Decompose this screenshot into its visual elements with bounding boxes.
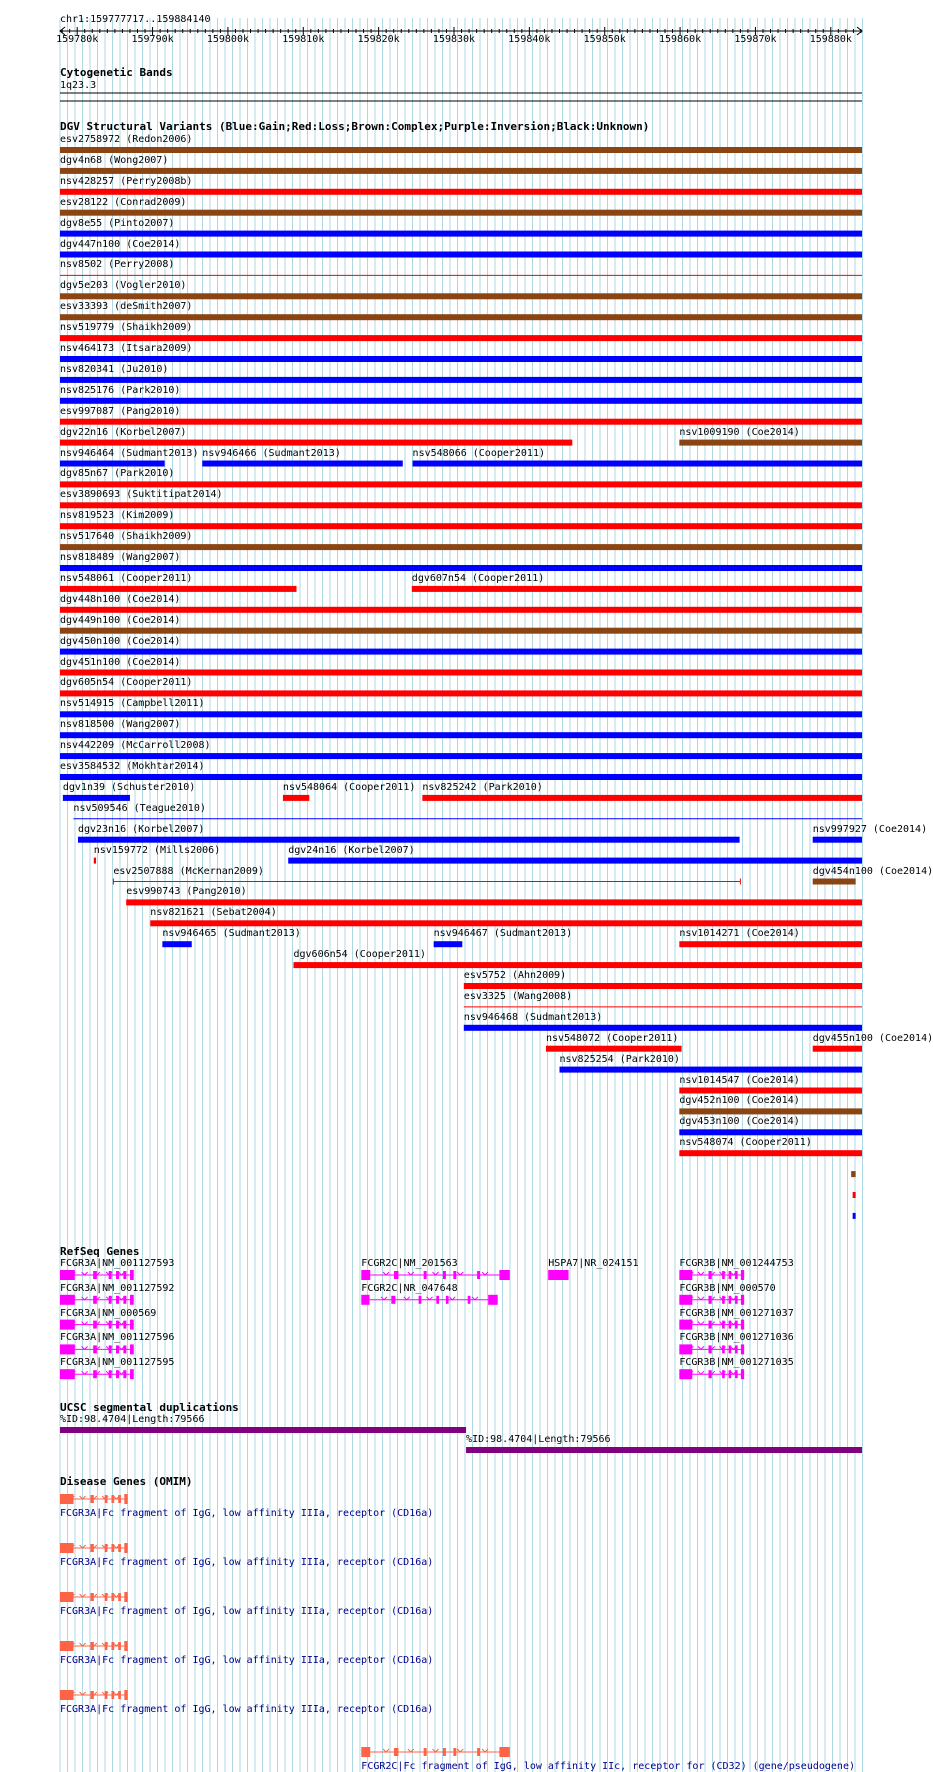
variant-label: nsv1009190 (Coe2014) [679, 426, 800, 438]
variant-label: dgv1n39 (Schuster2010) [62, 781, 196, 793]
gene-label: FCGR3B|NM_001271035 [679, 1357, 794, 1369]
variant-label: esv3584532 (Mokhtar2014) [60, 761, 205, 772]
omim-gene-exon [477, 1748, 480, 1756]
gene-label: FCGR2C|NM_201563 [361, 1258, 458, 1269]
gene-exon [130, 1270, 134, 1280]
omim-gene-exon [499, 1747, 509, 1757]
variant-label: dgv8e55 (Pinto2007) [60, 217, 175, 229]
ruler-tick-label: 159800k [206, 34, 249, 45]
variant-bar [60, 189, 862, 195]
variant-label: nsv946465 (Sudmant2013) [162, 928, 301, 940]
gene-exon [443, 1271, 446, 1279]
variant-bar [60, 607, 862, 613]
variant-bar [813, 837, 862, 843]
variant-bar [560, 1067, 862, 1073]
variant-label: esv5752 (Ahn2009) [463, 970, 567, 981]
gene-exon [391, 1296, 395, 1304]
variant-bar [60, 502, 862, 508]
variant-bar [288, 858, 862, 864]
variant-label: dgv607n54 (Cooper2011) [411, 572, 545, 584]
ruler-tick-label: 159780k [56, 34, 99, 45]
gene-exon [741, 1344, 744, 1354]
segdup-label: %ID:98.4704|Length:79566 [60, 1414, 205, 1425]
omim-gene-exon [124, 1641, 127, 1651]
variant-bar [78, 837, 740, 843]
variant-bar [60, 147, 862, 153]
variant-label: dgv605n54 (Cooper2011) [60, 677, 193, 689]
variant-bar [60, 732, 862, 738]
variant-bar [679, 1108, 862, 1114]
gene-label: FCGR3B|NM_001271036 [679, 1332, 794, 1344]
variant-bar [60, 377, 862, 383]
variant-label: nsv946468 (Sudmant2013) [463, 1011, 603, 1023]
omim-label: FCGR3A|Fc fragment of IgG, low affinity IIIa, receptor (CD16a) [60, 1508, 434, 1519]
gene-exon [424, 1271, 427, 1279]
variant-bar [60, 419, 862, 425]
variant-label: nsv548072 (Cooper2011) [545, 1032, 679, 1044]
gene-exon [361, 1295, 369, 1305]
variant-label: nsv514915 (Campbell2011) [60, 698, 205, 710]
omim-label: FCGR3A|Fc fragment of IgG, low affinity IIIa, receptor (CD16a) [60, 1704, 434, 1715]
variant-bar [60, 356, 862, 362]
variant-bar [679, 1088, 862, 1094]
variant-bar [412, 586, 862, 592]
ruler-tick-label: 159860k [659, 34, 702, 45]
gene-exon [446, 1296, 449, 1304]
variant-bar [283, 795, 309, 801]
variant-label: nsv548061 (Cooper2011) [60, 572, 193, 584]
variant-label: nsv825254 (Park2010) [559, 1053, 680, 1065]
variant-label: nsv825242 (Park2010) [422, 781, 543, 793]
variant-label: nsv819523 (Kim2009) [60, 510, 175, 522]
variant-label: dgv606n54 (Cooper2011) [293, 949, 426, 961]
omim-gene-exon [361, 1747, 370, 1757]
gene-exon [741, 1369, 744, 1379]
variant-label: nsv509546 (Teague2010) [73, 802, 206, 814]
variant-label: nsv818489 (Wang2007) [60, 552, 181, 563]
variant-label: nsv464173 (Itsara2009) [60, 343, 193, 354]
variant-label: nsv946464 (Sudmant2013) [60, 447, 199, 459]
segdup-label: %ID:98.4704|Length:79566 [466, 1434, 611, 1445]
variant-bar [60, 335, 862, 341]
variant-bar [679, 941, 862, 947]
gene-exon [499, 1270, 509, 1280]
variant-label: esv990743 (Pang2010) [126, 886, 247, 898]
variant-label: dgv447n100 (Coe2014) [60, 238, 181, 250]
variant-label: dgv451n100 (Coe2014) [60, 656, 181, 668]
dgv-title: DGV Structural Variants (Blue:Gain;Red:Loss;Brown:Complex;Purple:Inversion;Black:Unknown) [60, 120, 650, 133]
variant-bar [60, 231, 862, 237]
variant-bar [679, 440, 862, 446]
ruler-tick-label: 159790k [131, 34, 174, 45]
segdup-bar [466, 1447, 862, 1453]
variant-bar [422, 795, 862, 801]
variant-bar [813, 879, 856, 885]
gene-exon [361, 1270, 370, 1280]
gene-exon [741, 1295, 744, 1305]
variant-label: nsv946466 (Sudmant2013) [202, 447, 341, 459]
variant-bar [60, 690, 862, 696]
variant-bar [679, 1150, 862, 1156]
variant-label: dgv24n16 (Korbel2007) [288, 844, 415, 856]
gene-label: FCGR3A|NM_001127596 [60, 1332, 175, 1344]
omim-gene-exon [394, 1748, 398, 1756]
variant-label: nsv517640 (Shaikh2009) [60, 531, 193, 543]
variant-bar [60, 753, 862, 759]
omim-gene-exon [424, 1748, 427, 1756]
ruler-tick-label: 159870k [734, 34, 777, 45]
variant-label: nsv519779 (Shaikh2009) [60, 322, 193, 334]
variant-bar [851, 1171, 856, 1177]
gene-label: FCGR3A|NM_001127592 [60, 1282, 175, 1294]
gene-label: FCGR3A|NM_001127595 [60, 1357, 175, 1369]
ruler-tick-label: 159830k [432, 34, 476, 45]
variant-bar [546, 1046, 682, 1052]
variant-label: esv2758972 (Redon2006) [60, 134, 193, 145]
omim-gene-exon [124, 1494, 127, 1504]
variant-label: nsv946467 (Sudmant2013) [433, 928, 573, 940]
variant-bar [679, 1129, 862, 1135]
cytoband-band-label: 1q23.3 [60, 80, 97, 91]
gene-label: FCGR3A|NM_000569 [60, 1307, 157, 1319]
omim-title: Disease Genes (OMIM) [60, 1475, 193, 1488]
omim-label: FCGR3A|Fc fragment of IgG, low affinity IIIa, receptor (CD16a) [60, 1655, 434, 1666]
variant-bar [60, 314, 862, 320]
variant-label: dgv23n16 (Korbel2007) [77, 823, 205, 835]
variant-label: nsv548066 (Cooper2011) [412, 447, 545, 459]
variant-label: esv28122 (Conrad2009) [60, 196, 187, 208]
variant-bar [60, 774, 862, 780]
gene-exon [741, 1270, 744, 1280]
variant-label: dgv448n100 (Coe2014) [60, 593, 181, 605]
variant-bar [853, 1192, 856, 1198]
variant-label: nsv548064 (Cooper2011) [282, 781, 416, 793]
variant-bar [813, 1046, 862, 1052]
variant-label: dgv4n68 (Wong2007) [60, 154, 169, 166]
refseq-title: RefSeq Genes [60, 1245, 140, 1258]
variant-label: nsv442209 (McCarroll2008) [60, 740, 211, 752]
variant-bar [60, 544, 862, 550]
gene-label: HSPA7|NR_024151 [548, 1258, 639, 1269]
variant-bar [60, 168, 862, 174]
gene-label: FCGR2C|NR_047648 [361, 1282, 458, 1294]
variant-bar [60, 523, 862, 529]
variant-label: nsv820341 (Ju2010) [60, 363, 169, 375]
cytoband-title: Cytogenetic Bands [60, 66, 173, 79]
variant-bar [162, 941, 191, 947]
omim-gene-exon [124, 1543, 127, 1553]
variant-bar [94, 858, 96, 864]
variant-bar [413, 461, 862, 467]
gene-label: FCGR3B|NM_001244753 [679, 1258, 794, 1269]
ruler-tick-label: 159850k [583, 34, 626, 45]
gene-exon [477, 1271, 480, 1279]
gene-label: FCGR3B|NM_001271037 [679, 1307, 794, 1319]
variant-bar [464, 1025, 862, 1031]
variant-bar [853, 1213, 856, 1219]
variant-label: dgv450n100 (Coe2014) [60, 635, 181, 647]
ruler-tick-label: 159840k [508, 34, 551, 45]
variant-label: nsv159772 (Mills2006) [93, 844, 221, 856]
variant-label: nsv8502 (Perry2008) [60, 259, 175, 271]
variant-label: dgv449n100 (Coe2014) [60, 614, 181, 626]
gene-exon [436, 1296, 439, 1304]
variant-label: nsv997927 (Coe2014) [812, 823, 928, 835]
variant-bar [126, 899, 862, 905]
ruler-tick-label: 159820k [357, 34, 400, 45]
variant-bar [63, 795, 130, 801]
gene-exon [488, 1295, 498, 1305]
variant-label: nsv1014547 (Coe2014) [679, 1074, 800, 1086]
variant-bar [60, 565, 862, 571]
variant-bar [60, 252, 862, 258]
variant-label: dgv22n16 (Korbel2007) [60, 426, 187, 438]
variant-label: dgv452n100 (Coe2014) [679, 1095, 800, 1107]
variant-bar [464, 983, 862, 989]
variant-label: nsv548074 (Cooper2011) [679, 1137, 812, 1149]
gene-label: FCGR3B|NM_000570 [679, 1282, 776, 1294]
variant-label: esv997087 (Pang2010) [60, 405, 181, 417]
variant-bar [60, 293, 862, 299]
variant-bar [60, 481, 862, 487]
segdup-bar [60, 1427, 466, 1433]
variant-label: esv2507888 (McKernan2009) [113, 865, 264, 877]
gene-exon [453, 1271, 456, 1279]
variant-label: esv33393 (deSmith2007) [60, 301, 193, 313]
variant-bar [60, 440, 572, 446]
gene-exon [130, 1369, 134, 1379]
variant-bar [60, 670, 862, 676]
omim-gene-exon [453, 1748, 456, 1756]
gene-exon [130, 1295, 134, 1305]
variant-label: dgv454n100 (Coe2014) [812, 865, 933, 877]
variant-label: dgv5e203 (Vogler2010) [60, 280, 187, 292]
variant-bar [60, 649, 862, 655]
variant-bar [60, 210, 862, 216]
variant-bar [60, 398, 862, 404]
variant-bar [150, 920, 862, 926]
variant-bar [60, 586, 297, 592]
variant-label: nsv818500 (Wang2007) [60, 719, 181, 731]
omim-label: FCGR3A|Fc fragment of IgG, low affinity IIIa, receptor (CD16a) [60, 1606, 434, 1617]
variant-bar [60, 711, 862, 717]
variant-bar [60, 628, 862, 634]
variant-bar [60, 461, 165, 467]
gene-exon [130, 1320, 134, 1330]
omim-gene-exon [443, 1748, 446, 1756]
omim-gene-exon [124, 1690, 127, 1700]
gene-exon [468, 1296, 471, 1304]
gene-exon [548, 1270, 568, 1280]
ruler-tick-label: 159810k [282, 34, 325, 45]
variant-bar [293, 962, 862, 968]
variant-label: nsv428257 (Perry2008b) [60, 175, 193, 187]
variant-label: nsv825176 (Park2010) [60, 384, 181, 396]
omim-gene-exon [124, 1592, 127, 1602]
gene-exon [419, 1296, 422, 1304]
variant-label: esv3890693 (Suktitipat2014) [60, 489, 223, 501]
omim-label: FCGR3A|Fc fragment of IgG, low affinity IIIa, receptor (CD16a) [60, 1557, 434, 1568]
segdup-title: UCSC segmental duplications [60, 1401, 239, 1414]
gene-exon [130, 1344, 134, 1354]
variant-label: nsv821621 (Sebat2004) [150, 907, 277, 919]
variant-label: dgv453n100 (Coe2014) [679, 1116, 800, 1128]
variant-label: nsv1014271 (Coe2014) [679, 928, 800, 940]
locus-label: chr1:159777717..159884140 [60, 14, 211, 25]
gene-exon [741, 1320, 744, 1330]
gene-label: FCGR3A|NM_001127593 [60, 1258, 175, 1269]
variant-label: esv3325 (Wang2008) [463, 990, 573, 1002]
omim-label: FCGR2C|Fc fragment of IgG, low affinity IIc, receptor for (CD32) (gene/pseudogene) [361, 1761, 855, 1772]
variant-bar [434, 941, 463, 947]
ruler-tick-label: 159880k [809, 34, 852, 45]
gene-exon [394, 1271, 398, 1279]
variant-label: dgv455n100 (Coe2014) [812, 1032, 933, 1044]
variant-label: dgv85n67 (Park2010) [60, 468, 175, 480]
variant-bar [202, 461, 402, 467]
